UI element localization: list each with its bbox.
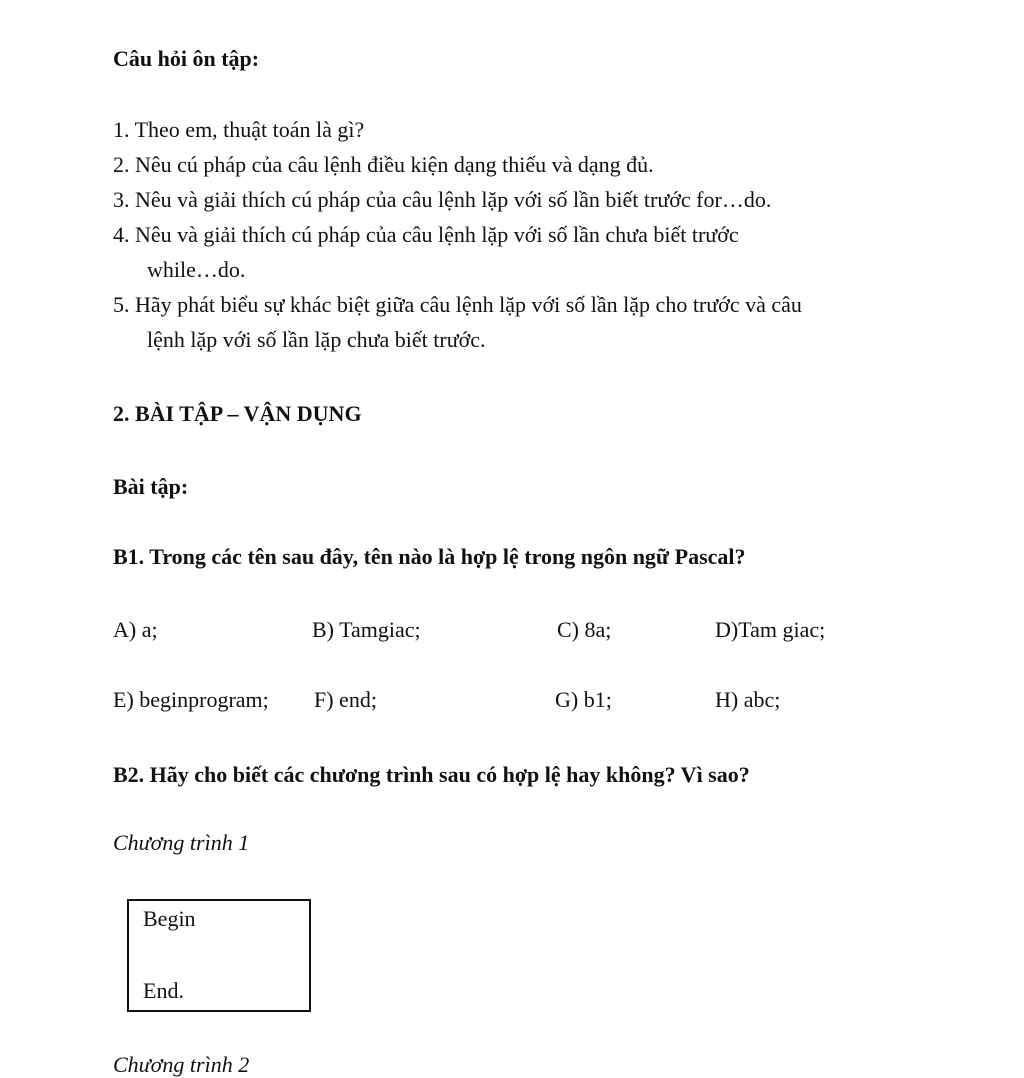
program-1-line-begin: Begin	[143, 906, 196, 931]
b1-option-g: G) b1;	[555, 687, 612, 712]
review-question-2: 2. Nêu cú pháp của câu lệnh điều kiện dạng thiếu và dạng đủ.	[113, 152, 654, 177]
b1-option-f: F) end;	[314, 687, 377, 712]
section-heading: 2. BÀI TẬP – VẬN DỤNG	[113, 401, 362, 426]
review-question-1: 1. Theo em, thuật toán là gì?	[113, 117, 365, 142]
review-question-4: 4. Nêu và giải thích cú pháp của câu lệnh lặp với số lần chưa biết trước	[113, 222, 739, 247]
b1-option-h: H) abc;	[715, 687, 781, 712]
review-heading: Câu hỏi ôn tập:	[113, 46, 260, 71]
exercise-label: Bài tập:	[113, 474, 189, 499]
b2-question: B2. Hãy cho biết các chương trình sau có hợp lệ hay không? Vì sao?	[113, 762, 750, 787]
program-1-label: Chương trình 1	[113, 830, 250, 855]
review-question-3: 3. Nêu và giải thích cú pháp của câu lệnh lặp với số lần biết trước for…do.	[113, 187, 772, 212]
program-1-line-end: End.	[143, 978, 184, 1003]
b1-option-b: B) Tamgiac;	[312, 617, 421, 642]
review-question-5-continued: lệnh lặp với số lần lặp chưa biết trước.	[147, 327, 486, 352]
b1-question: B1. Trong các tên sau đây, tên nào là hợp lệ trong ngôn ngữ Pascal?	[113, 544, 746, 569]
b1-option-c: C) 8a;	[557, 617, 612, 642]
program-2-label: Chương trình 2	[113, 1052, 250, 1077]
b1-option-e: E) beginprogram;	[113, 687, 269, 712]
b1-option-a: A) a;	[113, 617, 158, 642]
program-1-code-box	[127, 899, 311, 1012]
b1-option-d: D)Tam giac;	[715, 617, 826, 642]
review-question-4-continued: while…do.	[147, 257, 246, 282]
review-question-5: 5. Hãy phát biểu sự khác biệt giữa câu lệnh lặp với số lần lặp cho trước và câu	[113, 292, 802, 317]
